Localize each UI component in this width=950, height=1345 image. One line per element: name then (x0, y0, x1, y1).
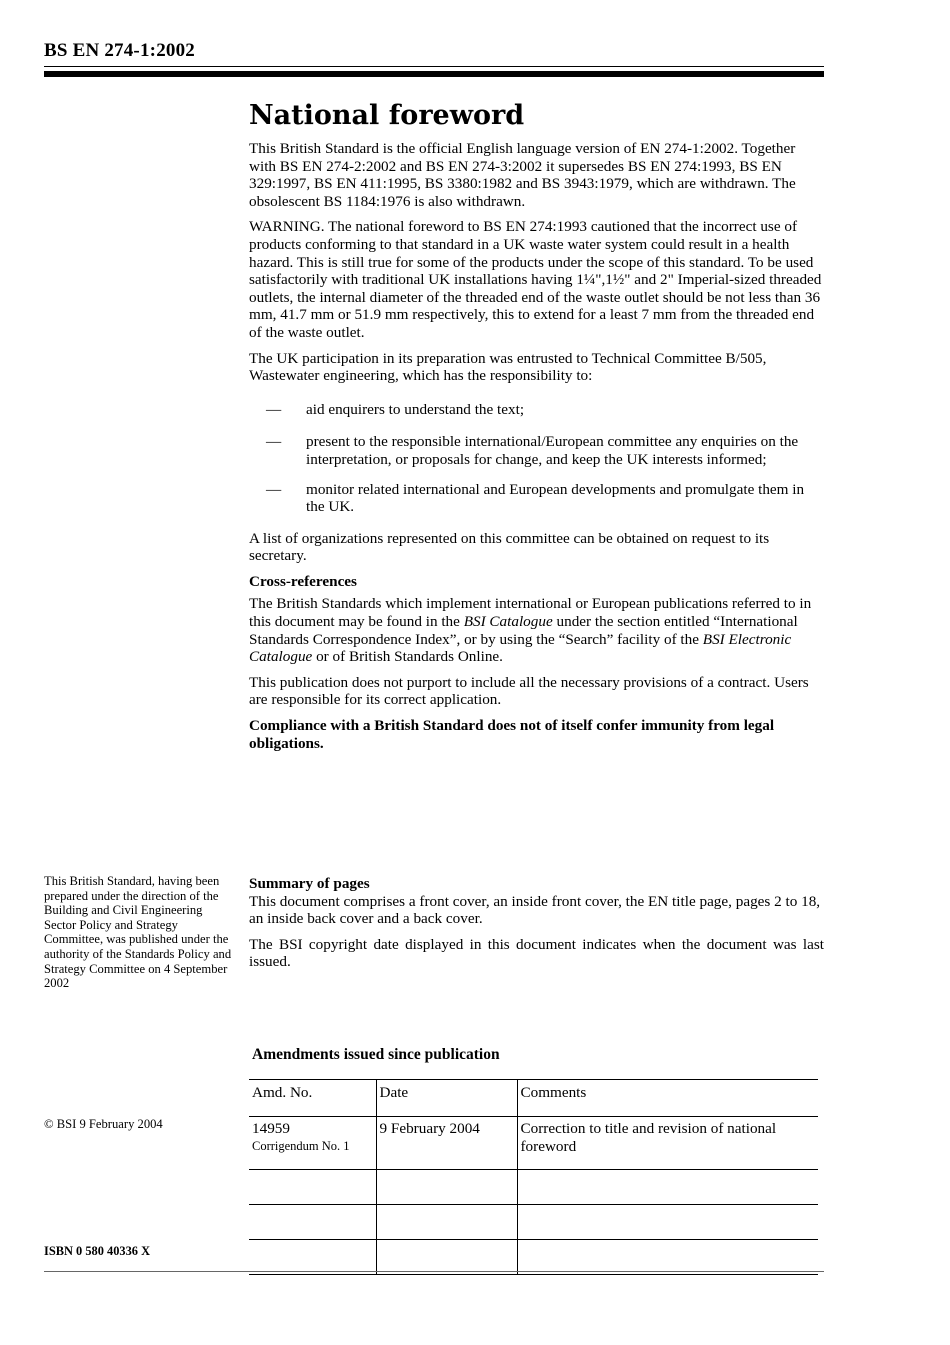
list-dash: — (266, 433, 282, 451)
summary-heading: Summary of pages (249, 875, 370, 892)
list-item (249, 401, 824, 419)
cross-references-paragraph (249, 595, 824, 665)
amd-no-cell (249, 1117, 376, 1170)
publication-note: This British Standard, having been prepared under the direction of the Building and Civil Engineering Sector Policy and Strategy Committee, was published under the authority of the Standards Policy and Strategy Committee on 4 September 2002 (44, 874, 232, 991)
bsi-electronic-catalogue-title: BSI Electronic Catalogue (249, 630, 792, 666)
summary-section (249, 875, 824, 979)
list-item (249, 481, 824, 516)
copyright-notice: © BSI 9 February 2004 (44, 1117, 163, 1131)
column-header-date: Date (376, 1080, 517, 1117)
column-header-comments: Comments (517, 1080, 818, 1117)
intro-paragraph: This British Standard is the official English language version of EN 274-1:2002. Together with BS EN 274-2:2002 and BS EN 274-3:2002 it supersedes BS EN 274:1993, BS EN 329:1997, BS EN 411:1995, BS 3380:1982 and BS 3943:1979, which are withdrawn. The obsolescent BS 1184:1976 is also withdrawn. (249, 140, 796, 210)
header-rule-thick (44, 71, 824, 77)
cross-references-text: The British Standards which implement international or European publications referred to in this document may be found in the (249, 595, 812, 631)
amd-corrigendum: Corrigendum No. 1 (252, 1138, 350, 1153)
header-rule-thin (44, 66, 824, 67)
table-cell (249, 1205, 376, 1240)
table-cell (376, 1170, 517, 1205)
table-row-empty (249, 1240, 818, 1275)
page-title: National foreword (249, 100, 525, 131)
summary-paragraph: This document comprises a front cover, an inside front cover, the EN title page, pages 2 to 18, an inside back cover and a back cover. (249, 892, 821, 928)
table-row (249, 1117, 818, 1170)
list-item-text: aid enquirers to understand the text; (306, 400, 525, 418)
cross-references-text: or of British Standards Online. (312, 648, 503, 666)
amd-number: 14959 (252, 1120, 290, 1137)
table-cell (517, 1170, 818, 1205)
isbn: ISBN 0 580 40336 X (44, 1244, 151, 1258)
cross-references-heading: Cross-references (249, 572, 357, 590)
amd-date-cell: 9 February 2004 (376, 1117, 517, 1170)
warning-paragraph: WARNING. The national foreword to BS EN 274:1993 cautioned that the incorrect use of products conforming to that standard in a UK waste water system could result in a health hazard. This is still true for some of the products under the scope of this standard. To be used satisfactorily with traditional UK installations having 1¼",1½" and 2" Imperial-sized threaded outlets, the internal diameter of the threaded end of the waste outlet should be not less than 36 mm, 41.7 mm or 51.9 mm respectively, this to extend for a least 7 mm from the threaded end of the waste outlet. (249, 218, 822, 341)
table-header-row (249, 1080, 818, 1117)
table-row-empty (249, 1205, 818, 1240)
table-cell (376, 1205, 517, 1240)
list-item (249, 433, 824, 468)
organizations-paragraph: A list of organizations represented on this committee can be obtained on request to its secretary. (249, 529, 770, 565)
table-cell (249, 1170, 376, 1205)
list-dash: — (266, 480, 282, 498)
footer-rule (44, 1271, 824, 1272)
foreword-body (249, 140, 824, 760)
list-item-text: monitor related international and European developments and promulgate them in the UK. (306, 480, 805, 516)
table-cell (249, 1240, 376, 1275)
table-row-empty (249, 1170, 818, 1205)
list-item-text: present to the responsible international/European committee any enquiries on the interpretation, or proposals for change, and keep the UK interests informed; (306, 433, 799, 468)
column-header-amd-no: Amd. No. (249, 1080, 376, 1117)
list-dash: — (266, 400, 282, 418)
table-cell (517, 1240, 818, 1275)
amd-comments-cell: Correction to title and revision of national foreword (517, 1117, 818, 1170)
table-cell (376, 1240, 517, 1275)
copyright-date-note: The BSI copyright date displayed in this document indicates when the document was last issued. (249, 935, 824, 971)
amendments-table (249, 1079, 818, 1275)
participation-paragraph: The UK participation in its preparation was entrusted to Technical Committee B/505, Wastewater engineering, which has the responsibility to: (249, 349, 767, 385)
purport-paragraph: This publication does not purport to include all the necessary provisions of a contract. Users are responsible for its correct application. (249, 673, 809, 709)
amendments-heading: Amendments issued since publication (252, 1046, 500, 1063)
table-cell (517, 1205, 818, 1240)
document-id-header: BS EN 274-1:2002 (44, 40, 195, 61)
compliance-statement: Compliance with a British Standard does not of itself confer immunity from legal obligations. (249, 717, 775, 752)
cross-references-text: under the section entitled “International Standards Correspondence Index”, or by using the “Search” facility of the (249, 613, 798, 648)
bsi-catalogue-title: BSI Catalogue (463, 613, 553, 631)
